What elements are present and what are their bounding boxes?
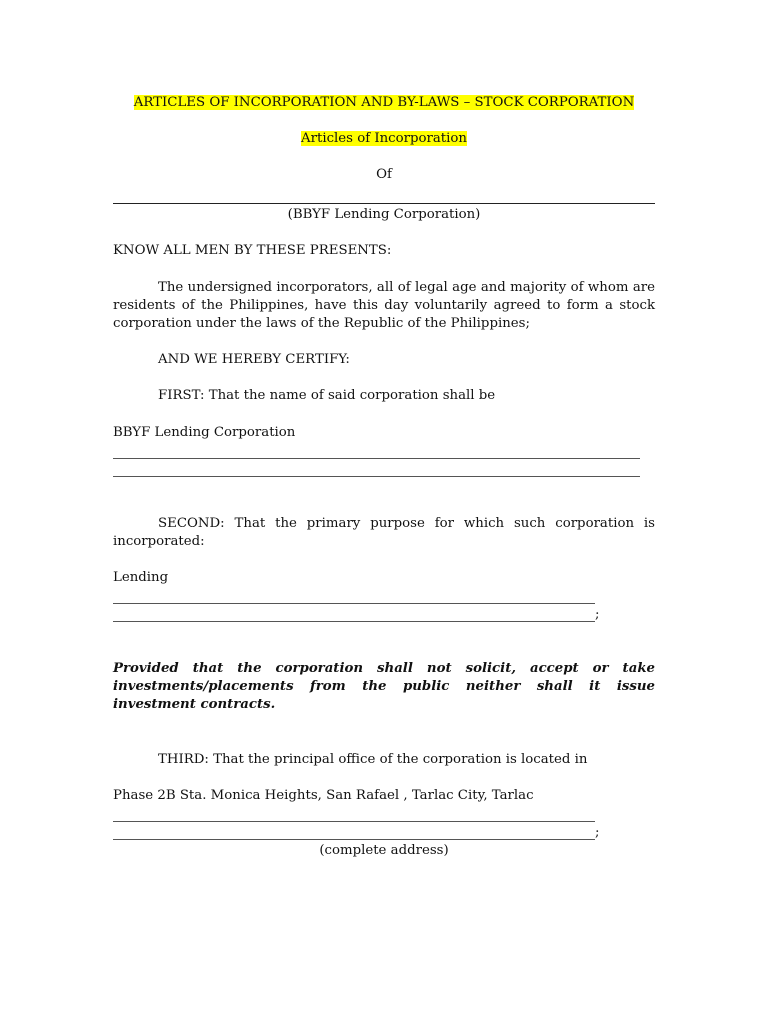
third-blank-line-2	[113, 839, 595, 840]
proviso-paragraph: Provided that the corporation shall not solicit, accept or take investments/placements from the public neither shall it issue investment contracts.	[113, 661, 655, 712]
know-all-heading: KNOW ALL MEN BY THESE PRESENTS:	[113, 243, 392, 258]
first-article-value: BBYF Lending Corporation	[113, 425, 296, 440]
first-blank-line-1	[113, 458, 640, 459]
third-semicolon: ;	[595, 825, 600, 840]
third-article: THIRD: That the principal office of the corporation is located in	[158, 752, 588, 767]
heading-text: ARTICLES OF INCORPORATION AND BY-LAWS – STOCK CORPORATION	[133, 95, 635, 110]
address-caption: (complete address)	[319, 843, 449, 858]
second-article-value: Lending	[113, 570, 169, 585]
second-blank-line-2	[113, 621, 595, 622]
subheading-text: Articles of Incorporation	[301, 131, 467, 146]
intro-paragraph: The undersigned incorporators, all of legal age and majority of whom are residents of the Philippines, have this day voluntarily agreed to form a stock corporation under the laws of the Republic of the Philippines;	[113, 280, 655, 331]
first-article: FIRST: That the name of said corporation shall be	[158, 388, 496, 403]
third-blank-line-1	[113, 821, 595, 822]
certify-line: AND WE HEREBY CERTIFY:	[158, 352, 350, 367]
document-heading	[113, 94, 655, 112]
second-blank-line-1	[113, 603, 595, 604]
first-blank-line-2	[113, 476, 640, 477]
name-underline	[113, 203, 655, 204]
corp-name-caption: (BBYF Lending Corporation)	[287, 207, 481, 222]
second-article: SECOND: That the primary purpose for which such corporation is incorporated:	[113, 516, 655, 549]
third-article-value: Phase 2B Sta. Monica Heights, San Rafael , Tarlac City, Tarlac	[113, 788, 534, 803]
document-subheading	[113, 130, 655, 148]
of-text: Of	[376, 167, 392, 182]
second-semicolon: ;	[595, 607, 600, 622]
